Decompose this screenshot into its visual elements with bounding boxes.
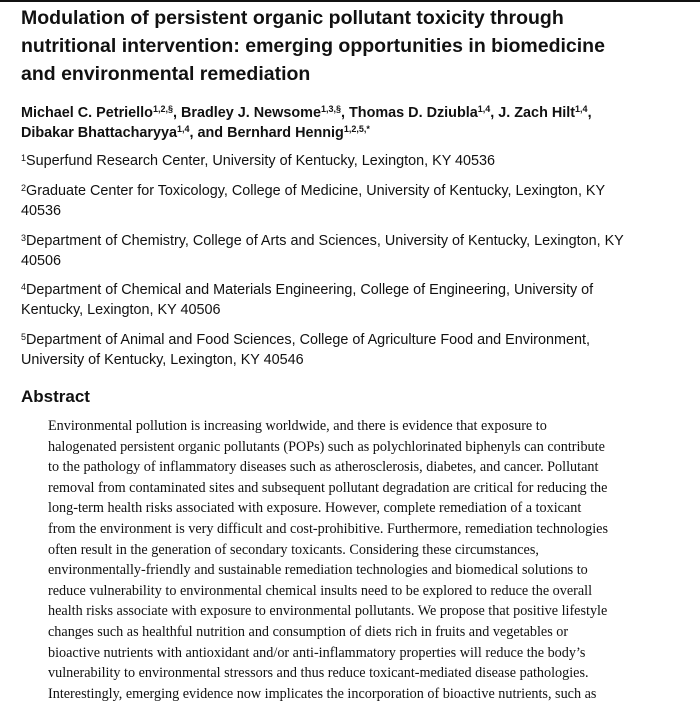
author: Bradley J. Newsome$^{1,3,\S}$ xyxy=(181,104,342,121)
affiliation: $^2$Graduate Center for Toxicology, College of Medicine, University of Kentucky, Lexington, KY 40536 xyxy=(21,183,606,219)
abstract-line: health risks associate with exposure to environmental pollutants. We propose that positive lifestyle xyxy=(48,603,608,620)
abstract-line: bioactive nutrients with antioxidant and/or anti-inflammatory properties will reduce the body’s xyxy=(48,644,586,661)
abstract-line: removal from contaminated sites and subsequent pollutant degradation are critical for reducing the xyxy=(48,479,608,496)
abstract-line: Environmental pollution is increasing worldwide, and there is evidence that exposure to xyxy=(48,418,547,434)
abstract-line: from the environment is very difficult and cost-prohibitive. Furthermore, remediation technologies xyxy=(48,520,608,537)
title-line: and environmental remediation xyxy=(21,63,311,85)
author: Dibakar Bhattacharyya$^{1,4}$ xyxy=(21,124,190,141)
abstract-line: long-term health risks associated with exposure. However, complete remediation of a toxicant xyxy=(48,500,582,517)
abstract-line: reduce vulnerability to environmental chemical insults need to be explored to reduce the overall xyxy=(48,582,593,599)
affiliation: $^3$Department of Chemistry, College of Arts and Sciences, University of Kentucky, Lexington, KY 40506 xyxy=(21,233,624,269)
abstract-line: changes such as healthful nutrition and consumption of diets rich in fruits and vegetables or xyxy=(48,623,569,640)
affiliation: $^1$Superfund Research Center, University of Kentucky, Lexington, KY 40536 xyxy=(21,153,496,169)
author: Michael C. Petriello$^{1,2,\S}$ xyxy=(21,104,173,121)
abstract-line: vulnerability to environmental stressors and thus reduce toxicant-mediated disease pathologies. xyxy=(48,665,589,682)
abstract-line: halogenated persistent organic pollutants (POPs) such as polychlorinated biphenyls can contribute xyxy=(48,438,605,455)
abstract-heading: Abstract xyxy=(21,387,90,406)
title-line: nutritional intervention: emerging opportunities in biomedicine xyxy=(21,35,605,57)
author-list: Michael C. Petriello$^{1,2,\S}$, Bradley J. Newsome$^{1,3,\S}$, Thomas D. Dziubla$^{1,4}$, J. Zach Hilt$^{1,4}$, Dibakar Bhattacharyya$^{1,4}$, and Bernhard Hennig$^{1,2,5,*}$ xyxy=(21,104,592,141)
affiliation: $^5$Department of Animal and Food Sciences, College of Agriculture Food and Environment, University of Kentucky, Lexington, KY 40546 xyxy=(21,332,590,368)
paper-title xyxy=(21,4,686,88)
affiliation: $^4$Department of Chemical and Materials Engineering, College of Engineering, University of Kentucky, Lexington, KY 40506 xyxy=(21,282,594,318)
abstract-line: to the pathology of inflammatory diseases such as atherosclerosis, diabetes, and cancer. Pollutant xyxy=(48,459,599,476)
title-line: Modulation of persistent organic pollutant toxicity through xyxy=(21,7,564,29)
author: Bernhard Hennig$^{1,2,5,*}$ xyxy=(227,124,370,141)
abstract-line: Interestingly, emerging evidence now implicates the incorporation of bioactive nutrients, such as xyxy=(48,685,597,702)
abstract-body xyxy=(48,416,690,704)
author: Thomas D. Dziubla$^{1,4}$ xyxy=(349,104,491,121)
abstract-line: environmentally-friendly and sustainable remediation technologies and biomedical solutions to xyxy=(48,562,588,579)
abstract-line: often result in the generation of secondary toxicants. Considering these circumstances, xyxy=(48,541,539,558)
author: J. Zach Hilt$^{1,4}$ xyxy=(498,104,588,121)
